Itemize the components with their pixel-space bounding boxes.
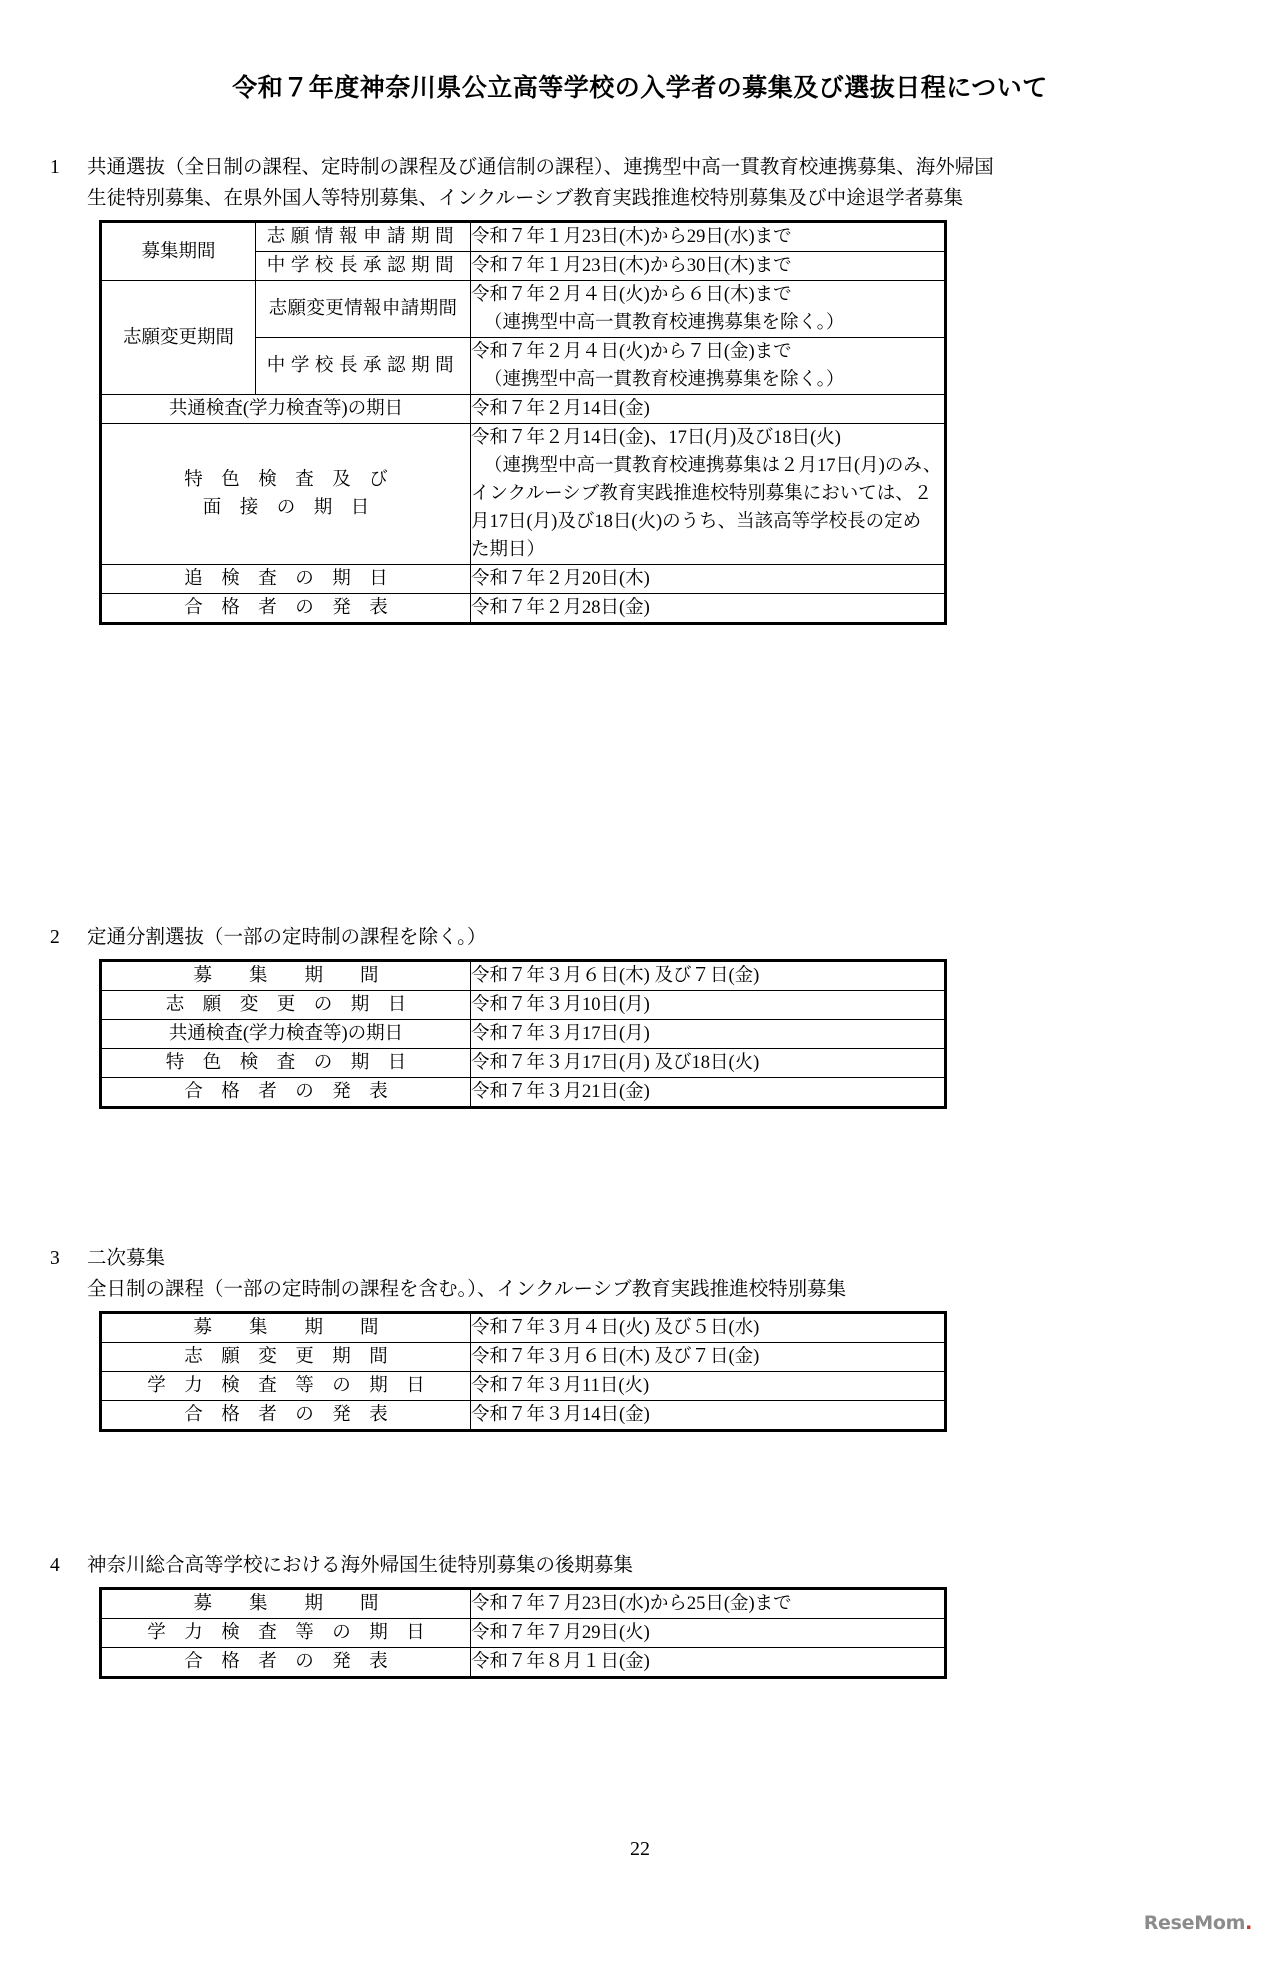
value-line: 令和７年３月６日(木) 及び７日(金) [471,1347,760,1367]
section-4-heading-line1: 神奈川総合高等学校における海外帰国生徒特別募集の後期募集 [87,1555,634,1576]
value-line: 令和７年１月23日(木)から29日(水)まで [471,227,792,247]
row-label: 志 願 変 更 の 期 日 [101,991,471,1020]
row-value [471,222,946,252]
value-line: 令和７年３月14日(金) [471,1405,650,1425]
row-value [471,424,946,565]
section-3-heading-line1: 二次募集 [87,1248,166,1269]
row-label: 学 力 検 査 等 の 期 日 [101,1619,471,1648]
row-value [471,1020,946,1049]
table-row [101,424,946,565]
page-title: 令和７年度神奈川県公立高等学校の入学者の募集及び選抜日程について [232,73,1048,102]
value-line: （連携型中高一貫教育校連携募集を除く。） [484,370,845,390]
row-value [471,1049,946,1078]
row-value [471,1313,946,1343]
table-row [101,1343,946,1372]
section-3-number: 3 [50,1248,60,1269]
value-line: 令和７年２月14日(金) [471,399,650,419]
section-1-heading-line1: 共通選抜（全日制の課程、定時制の課程及び通信制の課程）、連携型中高一貫教育校連携募集、海外帰国 [87,157,994,178]
row-label-line: 特 色 検 査 及 び [184,470,388,490]
row-value [471,1401,946,1431]
row-value [471,1343,946,1372]
value-line: た期日） [471,540,546,560]
row-value [471,338,946,395]
section-1-heading [0,152,1280,214]
row-label: 募 集 期 間 [101,1313,471,1343]
row-value [471,281,946,338]
value-line: 令和７年２月４日(火)から６日(木)まで [471,285,792,305]
value-line: 令和７年２月４日(火)から７日(金)まで [471,342,792,362]
row-label: 特 色 検 査 の 期 日 [101,1049,471,1078]
brand-text: ReseMom [1143,1912,1246,1934]
schedule-table-1 [99,220,947,625]
row-label-line: 面 接 の 期 日 [202,498,370,518]
table-row [101,1372,946,1401]
resemom-watermark [1144,1912,1252,1934]
page-number: 22 [630,1838,650,1860]
row-label [101,424,471,565]
section-2 [0,922,1280,1109]
value-line: 令和７年３月17日(月) [471,1024,650,1044]
brand-dot: . [1245,1912,1252,1934]
table-row [101,395,946,424]
row-label: 志 願 変 更 期 間 [101,1343,471,1372]
section-1-heading-line2: 生徒特別募集、在県外国人等特別募集、インクルーシブ教育実践推進校特別募集及び中途退学者募集 [87,188,964,209]
row-label: 合 格 者 の 発 表 [101,1648,471,1678]
schedule-table-3 [99,1311,947,1432]
section-4 [0,1550,1280,1679]
table-row [101,1648,946,1678]
row-value [471,1589,946,1619]
section-4-heading [0,1550,1280,1581]
value-line: 令和７年２月14日(金)、17日(月)及び18日(火) [471,428,841,448]
section-2-heading-line1: 定通分割選抜（一部の定時制の課程を除く。） [87,927,487,948]
row-value [471,594,946,624]
table-row [101,222,946,252]
row-sub-label: 志願変更情報申請期間 [256,281,471,338]
table-row [101,1313,946,1343]
section-4-number: 4 [50,1555,60,1576]
value-line: 令和７年３月10日(月) [471,995,650,1015]
table-row [101,1401,946,1431]
row-value [471,961,946,991]
row-value [471,395,946,424]
section-3-heading-sub: 全日制の課程（一部の定時制の課程を含む。）、インクルーシブ教育実践推進校特別募集 [87,1279,847,1300]
value-line: 令和７年８月１日(金) [471,1652,650,1672]
row-value [471,252,946,281]
section-3 [0,1243,1280,1432]
table-row [101,1020,946,1049]
section-2-heading [0,922,1280,953]
section-1 [0,152,1280,625]
row-label: 共通検査(学力検査等)の期日 [101,1020,471,1049]
table-row [101,991,946,1020]
table-row [101,1078,946,1108]
row-value [471,1619,946,1648]
value-line: 令和７年３月６日(木) 及び７日(金) [471,966,760,986]
value-line: 令和７年３月21日(金) [471,1082,650,1102]
row-group-label: 志願変更期間 [101,281,256,395]
row-label: 募 集 期 間 [101,1589,471,1619]
row-value [471,1078,946,1108]
schedule-table-4 [99,1587,947,1679]
row-label: 合 格 者 の 発 表 [101,1401,471,1431]
section-1-number: 1 [50,157,60,178]
row-label: 合 格 者 の 発 表 [101,594,471,624]
row-sub-label: 中学校長承認期間 [256,252,471,281]
value-line: 令和７年７月23日(水)から25日(金)まで [471,1594,792,1614]
table-row [101,1589,946,1619]
section-2-number: 2 [50,927,60,948]
row-value [471,1648,946,1678]
value-line: （連携型中高一貫教育校連携募集は２月17日(月)のみ、 [484,456,942,476]
value-line: 令和７年３月17日(月) 及び18日(火) [471,1053,760,1073]
table-row [101,1049,946,1078]
value-line: 月17日(月)及び18日(火)のうち、当該高等学校長の定め [471,512,922,532]
row-label: 追 検 査 の 期 日 [101,565,471,594]
table-row [101,565,946,594]
row-label: 合 格 者 の 発 表 [101,1078,471,1108]
row-value [471,991,946,1020]
value-line: （連携型中高一貫教育校連携募集を除く。） [484,313,845,333]
row-sub-label: 中学校長承認期間 [256,338,471,395]
value-line: インクルーシブ教育実践推進校特別募集においては、２ [471,484,933,504]
table-row [101,281,946,338]
row-sub-label: 志願情報申請期間 [256,222,471,252]
value-line: 令和７年３月11日(火) [471,1376,650,1396]
table-row [101,961,946,991]
section-3-heading [0,1243,1280,1274]
value-line: 令和７年１月23日(木)から30日(木)まで [471,256,792,276]
row-value [471,565,946,594]
row-label: 共通検査(学力検査等)の期日 [101,395,471,424]
table-row [101,594,946,624]
value-line: 令和７年２月28日(金) [471,598,650,618]
value-line: 令和７年３月４日(火) 及び５日(水) [471,1318,760,1338]
row-group-label: 募集期間 [101,222,256,281]
row-value [471,1372,946,1401]
table-row [101,1619,946,1648]
value-line: 令和７年７月29日(火) [471,1623,650,1643]
row-label: 学 力 検 査 等 の 期 日 [101,1372,471,1401]
row-label: 募 集 期 間 [101,961,471,991]
schedule-table-2 [99,959,947,1109]
value-line: 令和７年２月20日(木) [471,569,650,589]
